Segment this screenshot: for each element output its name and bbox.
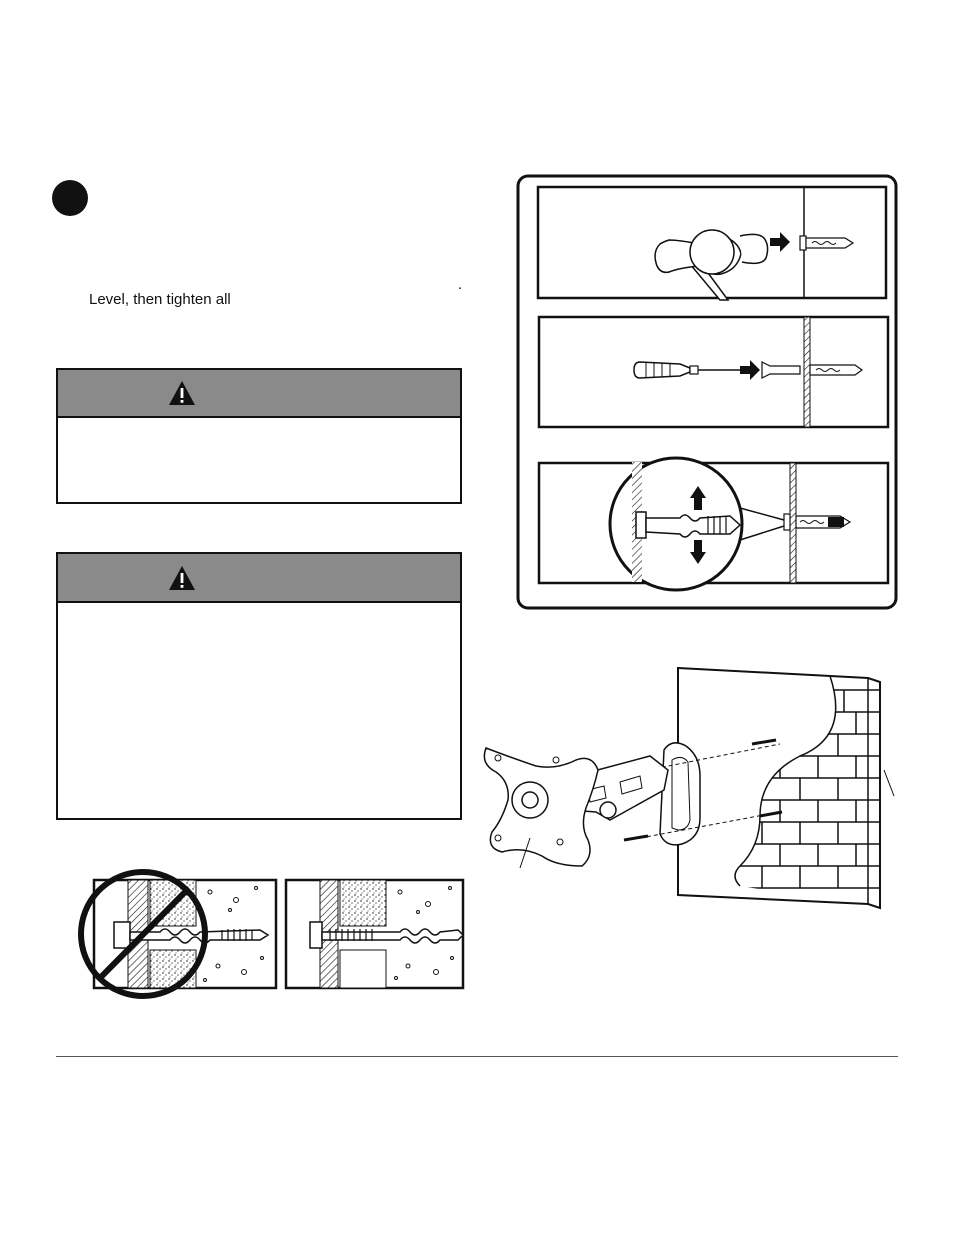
footer-divider [56, 1056, 898, 1057]
instruction-text: Level, then tighten all [89, 291, 231, 308]
stray-mark: . [458, 276, 463, 293]
